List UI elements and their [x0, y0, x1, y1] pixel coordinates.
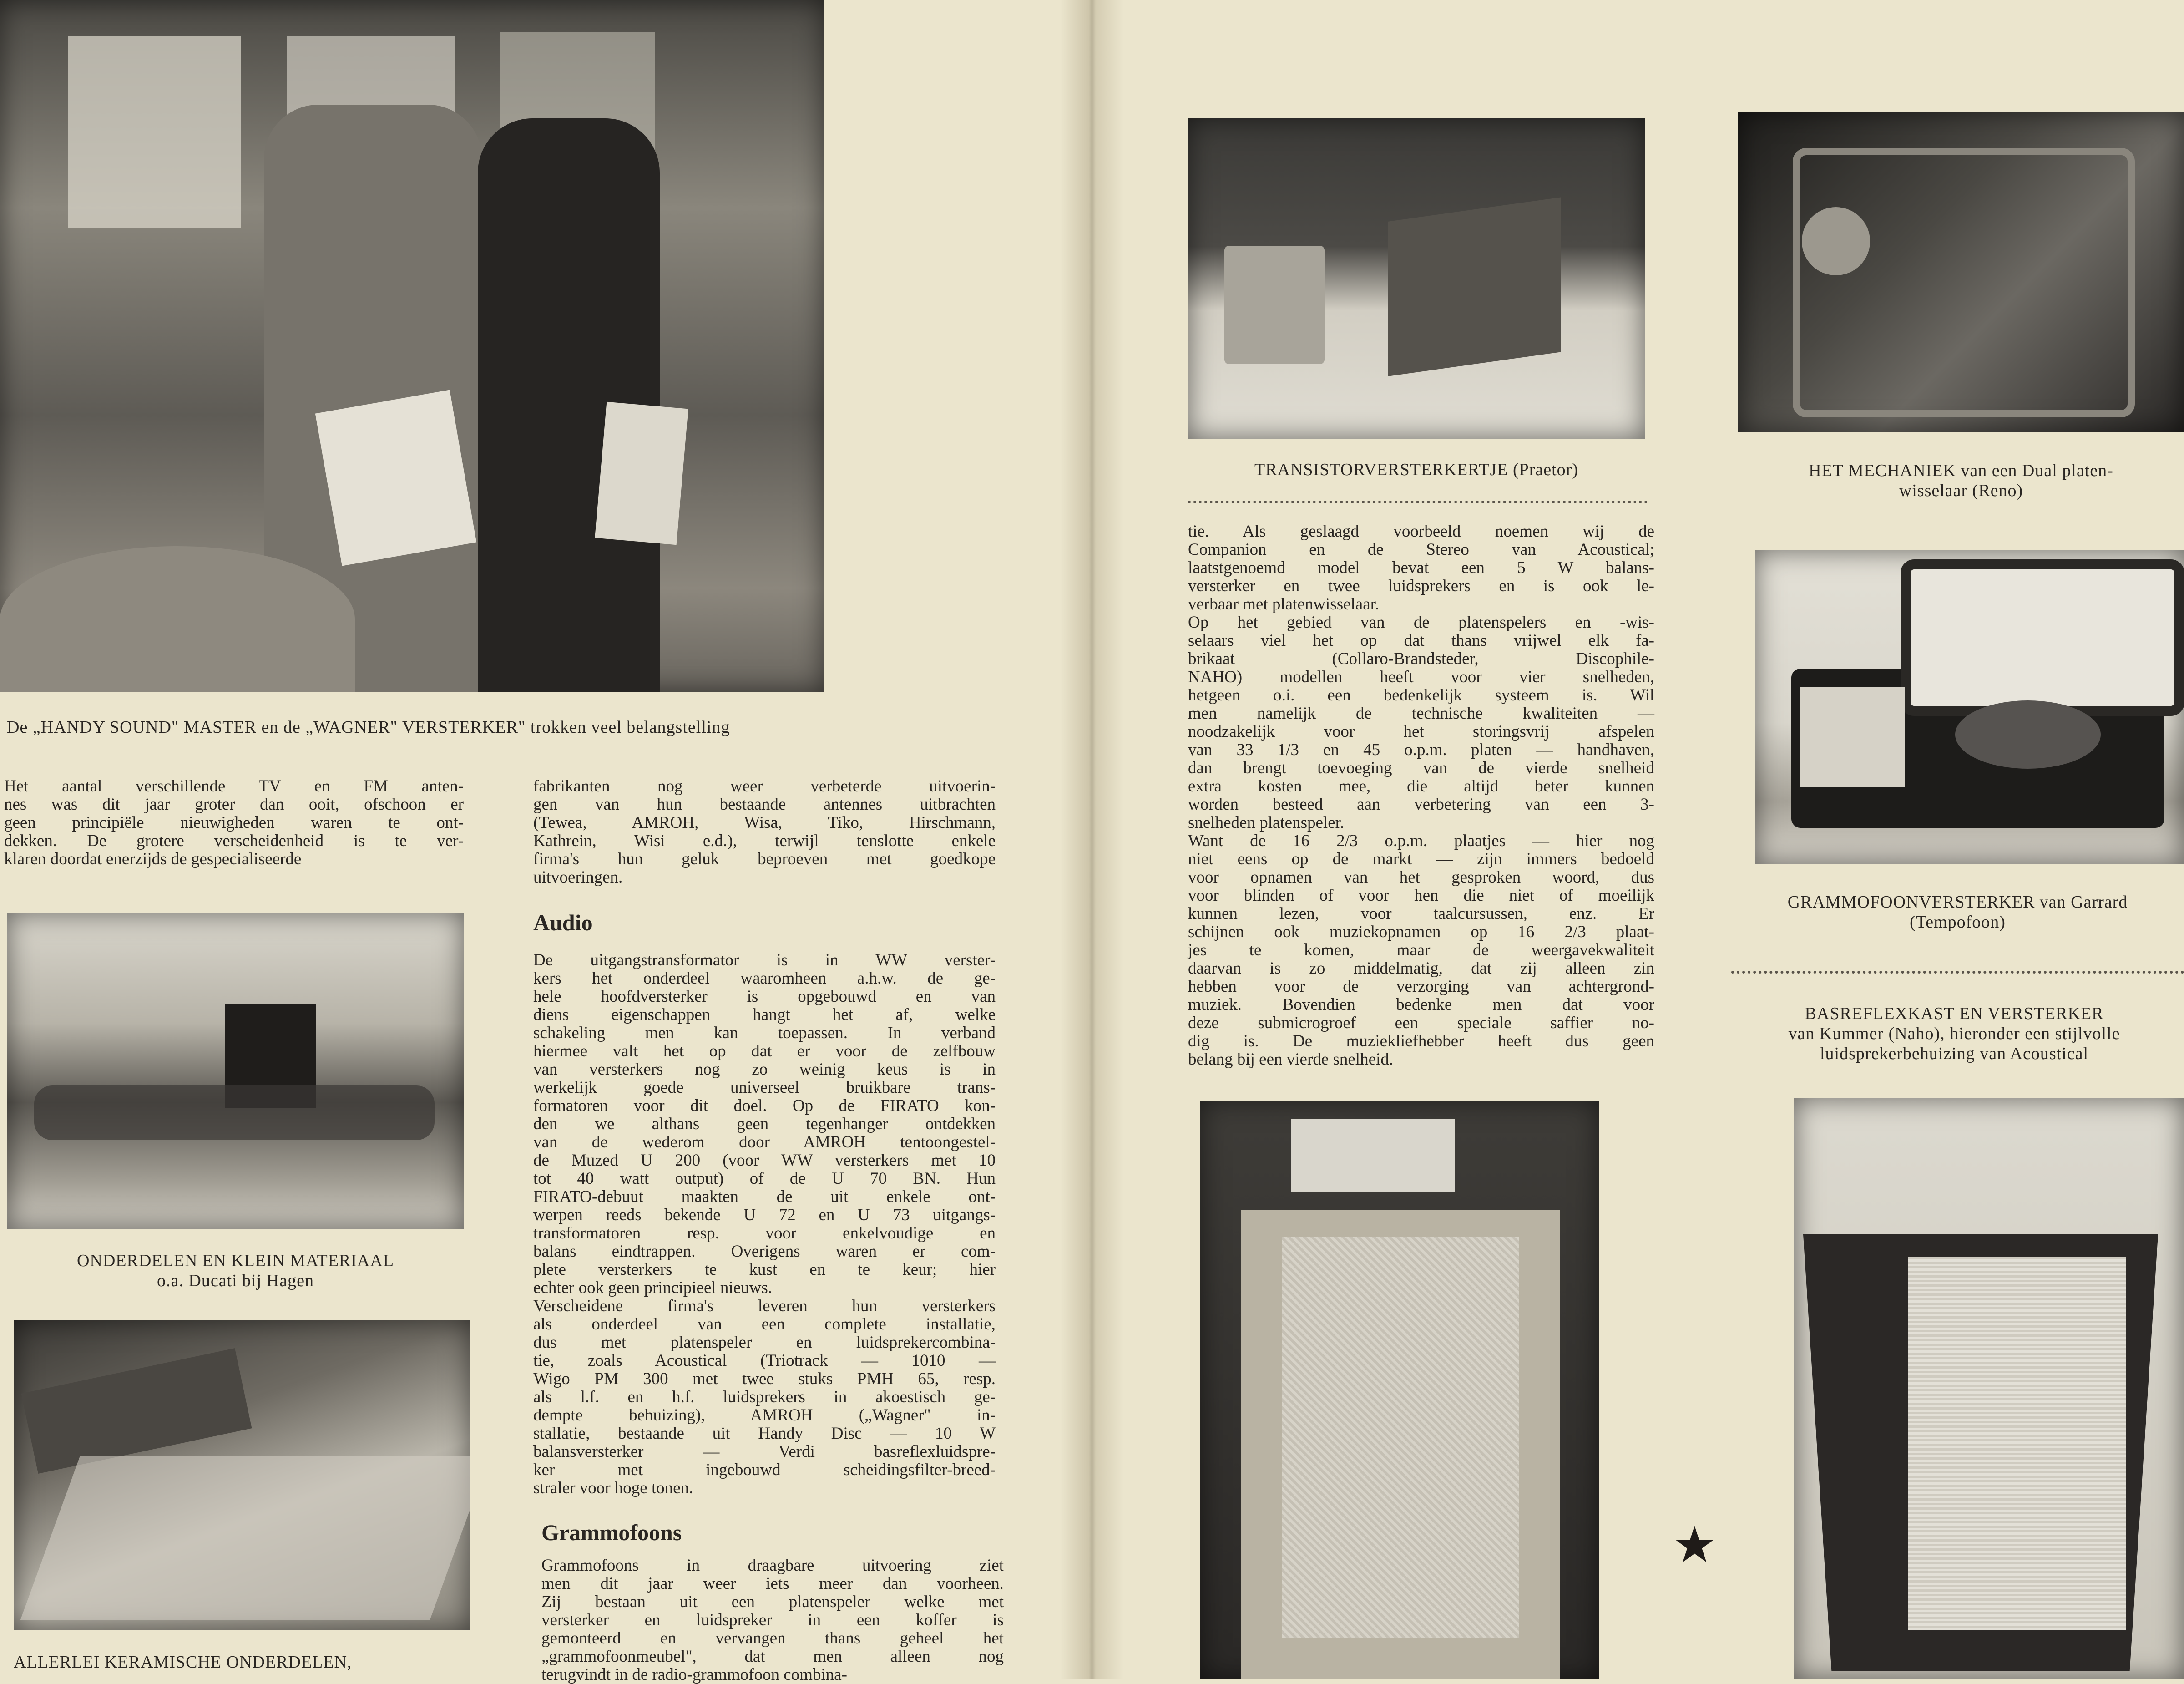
caption-mechaniek-line1: HET MECHANIEK van een Dual platen- — [1809, 461, 2113, 480]
page-fold — [1060, 0, 1124, 1679]
text-line: dus met platenspeler en luidsprekercombina- — [533, 1333, 996, 1352]
text-line: diens eigenschappen hangt het af, welke — [533, 1005, 996, 1024]
photo-acoustical-cabinet — [1794, 1098, 2184, 1679]
caption-ceramic: ALLERLEI KERAMISCHE ONDERDELEN, — [14, 1653, 352, 1672]
text-line: gen van hun bestaande antennes uitbrachten — [533, 795, 996, 814]
text-line: geen principiële nieuwigheden waren te ont- — [4, 813, 464, 832]
text-line: men dit jaar weer iets meer dan voorheen. — [541, 1574, 1004, 1593]
caption-basreflex-line2: van Kummer (Naho), hieronder een stijlvolle — [1788, 1024, 2120, 1043]
text-line: als l.f. en h.f. luidsprekers in akoestisch ge- — [533, 1388, 996, 1406]
text-line: De uitgangstransformator is in WW verster- — [533, 951, 996, 969]
text-line: van versterkers nog zo weinig keus is in — [533, 1060, 996, 1079]
photo-exhibition-stand — [0, 0, 824, 692]
text-line: fabrikanten nog weer verbeterde uitvoerin- — [533, 777, 996, 796]
photo-bass-reflex-cabinet — [1200, 1101, 1599, 1679]
text-line: echter ook geen principieel nieuws. — [533, 1278, 772, 1297]
text-line: tie, zoals Acoustical (Triotrack — 1010 — — [533, 1351, 996, 1370]
photo-transistor-amplifier — [1188, 118, 1645, 439]
text-line: brikaat (Collaro-Brandsteder, Discophile- — [1188, 649, 1654, 668]
text-line: uitvoeringen. — [533, 868, 623, 887]
text-line: belang bij een vierde snelheid. — [1188, 1050, 1394, 1069]
text-line: ker met ingebouwd scheidingsfilter-breed- — [533, 1461, 996, 1479]
text-line: hebben voor de verzorging van achtergrond- — [1188, 977, 1654, 996]
text-line: transformatoren resp. voor enkelvoudige en — [533, 1224, 996, 1243]
text-line: firma's hun geluk beproeven met goedkope — [533, 850, 996, 868]
text-line: versterker en twee luidsprekers en is ook le- — [1188, 577, 1654, 595]
text-line: (Tewea, AMROH, Wisa, Tiko, Hirschmann, — [533, 813, 996, 832]
text-line: gemonteerd en vervangen thans geheel het — [541, 1629, 1004, 1648]
caption-garrard — [1731, 892, 2184, 932]
caption-handy-sound: De „HANDY SOUND" MASTER en de „WAGNER" VERSTERKER" trokken veel belangstelling — [7, 718, 730, 737]
caption-mechaniek-line2: wisselaar (Reno) — [1899, 481, 2023, 500]
text-line: verbaar met platenwisselaar. — [1188, 595, 1380, 614]
text-line: dempte behuizing), AMROH („Wagner" in- — [533, 1406, 996, 1425]
photo-parts — [7, 913, 464, 1229]
text-line: kunnen lezen, voor taalcursussen, enz. Er — [1188, 904, 1654, 923]
grammofoons-text — [541, 1557, 1004, 1684]
text-line: voor opnamen van het gesproken woord, dus — [1188, 868, 1654, 887]
text-line: worden besteed aan verbetering van een 3- — [1188, 795, 1654, 814]
text-line: laatstgenoemd model bevat een 5 W balans- — [1188, 558, 1654, 577]
text-line: den we althans geen tegenhanger ontdekken — [533, 1115, 996, 1133]
text-line: deze submicrogroef een speciale saffier no- — [1188, 1014, 1654, 1032]
text-line: straler voor hoge tonen. — [533, 1479, 693, 1497]
text-line: „grammofoonmeubel", dat men alleen nog — [541, 1647, 1004, 1666]
right-text — [1188, 522, 1654, 1069]
text-line: plete versterkers te kust en te keur; hier — [533, 1260, 996, 1279]
text-line: Op het gebied van de platenspelers en -wis- — [1188, 613, 1654, 632]
caption-basreflex-line3: luidsprekerbehuizing van Acoustical — [1820, 1044, 2089, 1063]
caption-mechaniek — [1738, 461, 2184, 501]
text-line: Want de 16 2/3 o.p.m. plaatjes — hier nog — [1188, 832, 1654, 850]
photo-garrard-amplifier — [1755, 550, 2184, 864]
text-line: de Muzed U 200 (voor WW versterkers met 10 — [533, 1151, 996, 1170]
text-line: daarvan is zo middelmatig, dat zij alleen zin — [1188, 959, 1654, 978]
text-line: men namelijk de technische kwaliteiten — — [1188, 704, 1654, 723]
photo-dual-mechanism — [1738, 112, 2184, 432]
caption-basreflex — [1724, 1004, 2184, 1064]
text-line: muziek. Bovendien bedenke men dat voor — [1188, 995, 1654, 1014]
text-line: terugvindt in de radio-grammofoon combina- — [541, 1665, 847, 1684]
caption-parts-line1: ONDERDELEN EN KLEIN MATERIAAL — [76, 1251, 394, 1270]
text-line: werpen reeds bekende U 72 en U 73 uitgangs- — [533, 1206, 996, 1224]
text-line: Zij bestaan uit een platenspeler welke met — [541, 1593, 1004, 1611]
text-line: van 33 1/3 en 45 o.p.m. platen — handhaven, — [1188, 741, 1654, 759]
text-line: schakeling men kan toepassen. In verband — [533, 1024, 996, 1042]
text-line: kers het onderdeel waaromheen a.h.w. de ge- — [533, 969, 996, 988]
text-line: noodzakelijk voor het storingsvrij afspelen — [1188, 722, 1654, 741]
heading-grammofoons: Grammofoons — [541, 1520, 682, 1545]
heading-audio: Audio — [533, 910, 593, 935]
caption-garrard-line2: (Tempofoon) — [1910, 913, 2006, 932]
photo-ceramic-parts — [14, 1320, 470, 1630]
text-line: versterker en luidspreker in een koffer is — [541, 1611, 1004, 1629]
text-line: tot 40 watt output) of de U 70 BN. Hun — [533, 1169, 996, 1188]
caption-parts-line2: o.a. Ducati bij Hagen — [157, 1271, 314, 1290]
caption-garrard-line1: GRAMMOFOONVERSTERKER van Garrard — [1787, 893, 2128, 912]
text-line: hele hoofdversterker is opgebouwd en van — [533, 987, 996, 1006]
text-line: werkelijk goede universeel bruikbare trans- — [533, 1078, 996, 1097]
audio-paragraph-1 — [533, 951, 996, 1297]
text-line: snelheden platenspeler. — [1188, 813, 1345, 832]
caption-parts — [7, 1251, 464, 1291]
text-line: balans eindtrappen. Overigens waren er com- — [533, 1242, 996, 1261]
divider-dotted-2 — [1731, 971, 2184, 974]
text-line: balansversterker — Verdi basreflexluidspre- — [533, 1442, 996, 1461]
text-line: jes te komen, maar de weergavekwaliteit — [1188, 941, 1654, 959]
text-line: hiermee valt het op dat er voor de zelfbouw — [533, 1042, 996, 1060]
text-line: niet eens op de markt — zijn immers bedoeld — [1188, 850, 1654, 868]
caption-basreflex-line1: BASREFLEXKAST EN VERSTERKER — [1805, 1004, 2104, 1023]
audio-text — [533, 951, 996, 1497]
text-line: Wigo PM 300 met twee stuks PMH 65, resp. — [533, 1370, 996, 1388]
right-paragraph-3 — [1188, 832, 1654, 1069]
text-line: Verscheidene firma's leveren hun versterkers — [533, 1297, 996, 1315]
text-line: Companion en de Stereo van Acoustical; — [1188, 540, 1654, 559]
text-line: FIRATO-debuut maakten de uit enkele ont- — [533, 1187, 996, 1206]
text-line: dekken. De grotere verscheidenheid is te ver- — [4, 832, 464, 850]
text-line: extra kosten mee, die altijd beter kunnen — [1188, 777, 1654, 796]
star-icon: ★ — [1672, 1517, 1717, 1573]
text-line: dan brengt toevoeging van de vierde snelheid — [1188, 759, 1654, 777]
text-line: Kathrein, Wisi e.d.), terwijl tenslotte enkele — [533, 832, 996, 850]
text-line: schijnen ook muziekopnamen op 16 2/3 plaat- — [1188, 923, 1654, 941]
intro-column-1 — [4, 777, 464, 868]
text-line: selaars viel het op dat thans vrijwel elk fa- — [1188, 631, 1654, 650]
caption-transistor: TRANSISTORVERSTERKERTJE (Praetor) — [1254, 460, 1578, 479]
intro-column-2 — [533, 777, 996, 887]
text-line: Het aantal verschillende TV en FM anten- — [4, 777, 464, 796]
text-line: dig is. De muziekliefhebber heeft dus geen — [1188, 1032, 1654, 1050]
text-line: van de wederom door AMROH tentoongestel- — [533, 1133, 996, 1151]
audio-paragraph-2 — [533, 1297, 996, 1497]
text-line: tie. Als geslaagd voorbeeld noemen wij de — [1188, 522, 1654, 541]
text-line: voor blinden of voor hen die niet of moeilijk — [1188, 886, 1654, 905]
text-line: Grammofoons in draagbare uitvoering ziet — [541, 1556, 1004, 1575]
text-line: stallatie, bestaande uit Handy Disc — 10 W — [533, 1424, 996, 1443]
right-paragraph-2 — [1188, 614, 1654, 832]
text-line: formatoren voor dit doel. Op de FIRATO kon- — [533, 1096, 996, 1115]
text-line: klaren doordat enerzijds de gespecialiseerde — [4, 850, 302, 868]
right-paragraph-1 — [1188, 522, 1654, 614]
text-line: als onderdeel van een complete installatie, — [533, 1315, 996, 1334]
text-line: hetgeen o.i. een bedenkelijk systeem is. Wil — [1188, 686, 1654, 705]
divider-dotted — [1188, 501, 1648, 503]
text-line: nes was dit jaar groter dan ooit, ofschoon er — [4, 795, 464, 814]
text-line: NAHO) modellen heeft voor vier snelheden, — [1188, 668, 1654, 686]
